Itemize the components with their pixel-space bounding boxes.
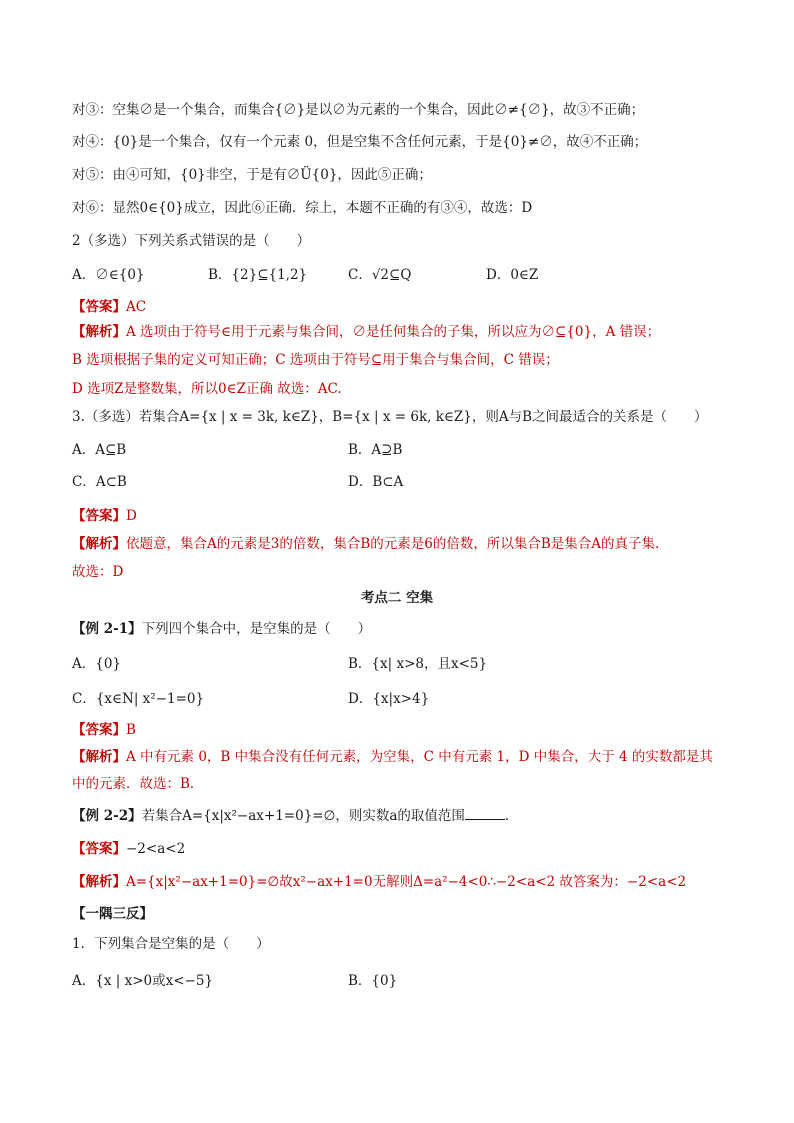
answer-value: AC [126, 299, 147, 315]
question-3-option-b: B．A⊇B [348, 442, 403, 458]
example-stem-text: 若集合A={x|x²−ax+1=0}=∅，则实数a的取值范围 [141, 808, 465, 824]
answer-value: −2<a<2 [126, 841, 186, 857]
question-2-option-d: D．0∈Z [486, 267, 539, 283]
analysis-tag: 【解析】 [72, 874, 126, 890]
question-2-answer [72, 298, 146, 316]
example-stem-end: ． [504, 808, 519, 824]
example-2-1-analysis-1 [72, 748, 713, 766]
example-2-1-analysis-2: 中的元素．故选：B． [72, 776, 204, 792]
example-2-1-answer [72, 721, 136, 739]
answer-tag: 【答案】 [72, 299, 126, 315]
answer-value: B [126, 722, 136, 738]
example-2-2-answer [72, 840, 185, 858]
solution-line-6: 对⑥：显然0∈{0}成立，因此⑥正确．综上，本题不正确的有③④，故选：D [72, 200, 533, 216]
question-2-analysis-3: D 选项Z是整数集，所以0∈Z正确 故选：AC. [72, 381, 342, 397]
example-2-1-option-d: D．{x|x>4} [348, 691, 430, 707]
analysis-tag: 【解析】 [72, 324, 126, 340]
example-tag: 【例 2-1】 [72, 621, 142, 637]
practice-1-option-b: B．{0} [348, 973, 398, 989]
analysis-tag: 【解析】 [72, 749, 126, 765]
section-title: 考点二 空集 [360, 590, 434, 606]
practice-1-stem: 1．下列集合是空集的是（ ） [72, 936, 270, 952]
example-stem-text: 下列四个集合中，是空集的是（ ） [141, 621, 372, 637]
question-2-stem: 2（多选）下列关系式错误的是（ ） [72, 233, 311, 249]
analysis-text: 依题意，集合A的元素是3的倍数，集合B的元素是6的倍数，所以集合B是集合A的真子集. [126, 536, 660, 552]
analysis-text: A={x|x²−ax+1=0}=∅故x²−ax+1=0无解则Δ=a²−4<0∴−2<a<2 故答案为：−2<a<2 [126, 874, 687, 890]
analysis-text: A 中有元素 0，B 中集合没有任何元素，为空集，C 中有元素 1，D 中集合，大于 4 的实数都是其 [126, 749, 713, 765]
solution-line-4: 对④：{0}是一个集合，仅有一个元素 0，但是空集不含任何元素，于是{0}≠∅，故④不正确； [72, 134, 648, 150]
solution-line-5: 对⑤：由④可知，{0}非空，于是有∅Ü{0}，因此⑤正确； [72, 167, 432, 183]
question-3-option-a: A．A⊆B [72, 442, 127, 458]
answer-value: D [126, 508, 137, 524]
question-2-analysis-2: B 选项根据子集的定义可知正确；C 选项由于符号⊆用于集合与集合间，C 错误； [72, 352, 559, 368]
question-2-option-a: A．∅∈{0} [72, 267, 145, 283]
question-3-option-d: D．B⊂A [348, 474, 404, 490]
answer-blank[interactable] [465, 807, 505, 820]
answer-tag: 【答案】 [72, 722, 126, 738]
practice-heading: 【一隅三反】 [72, 906, 153, 922]
example-2-1-option-c: C．{x∈N| x²−1=0} [72, 691, 205, 707]
question-3-analysis-1 [72, 535, 659, 553]
example-2-1-stem [72, 620, 371, 638]
question-2-analysis-1 [72, 323, 660, 341]
question-3-analysis-2: 故选：D [72, 564, 124, 580]
example-2-1-option-a: A．{0} [72, 656, 122, 672]
example-2-2-stem [72, 807, 518, 825]
example-2-2-analysis [72, 873, 686, 891]
practice-1-option-a: A．{x | x>0或x<−5} [72, 973, 214, 989]
answer-tag: 【答案】 [72, 841, 126, 857]
question-3-option-c: C．A⊂B [72, 474, 127, 490]
example-2-1-option-b: B．{x| x>8，且x<5} [348, 656, 488, 672]
analysis-tag: 【解析】 [72, 536, 126, 552]
question-2-option-b: B．{2}⊆{1,2} [208, 267, 308, 283]
answer-tag: 【答案】 [72, 508, 126, 524]
question-3-answer [72, 507, 137, 525]
example-tag: 【例 2-2】 [72, 808, 142, 824]
solution-line-3: 对③：空集∅是一个集合，而集合{∅}是以∅为元素的一个集合，因此∅≠{∅}，故③不正确； [72, 102, 645, 118]
question-2-option-c: C．√2⊆Q [348, 267, 412, 283]
question-3-stem: 3.（多选）若集合A={x | x = 3k, k∈Z}，B={x | x = 6k, k∈Z}，则A与B之间最适合的关系是（ ） [72, 409, 708, 425]
analysis-text: A 选项由于符号∈用于元素与集合间，∅是任何集合的子集，所以应为∅⊆{0}，A 错误； [126, 324, 661, 340]
